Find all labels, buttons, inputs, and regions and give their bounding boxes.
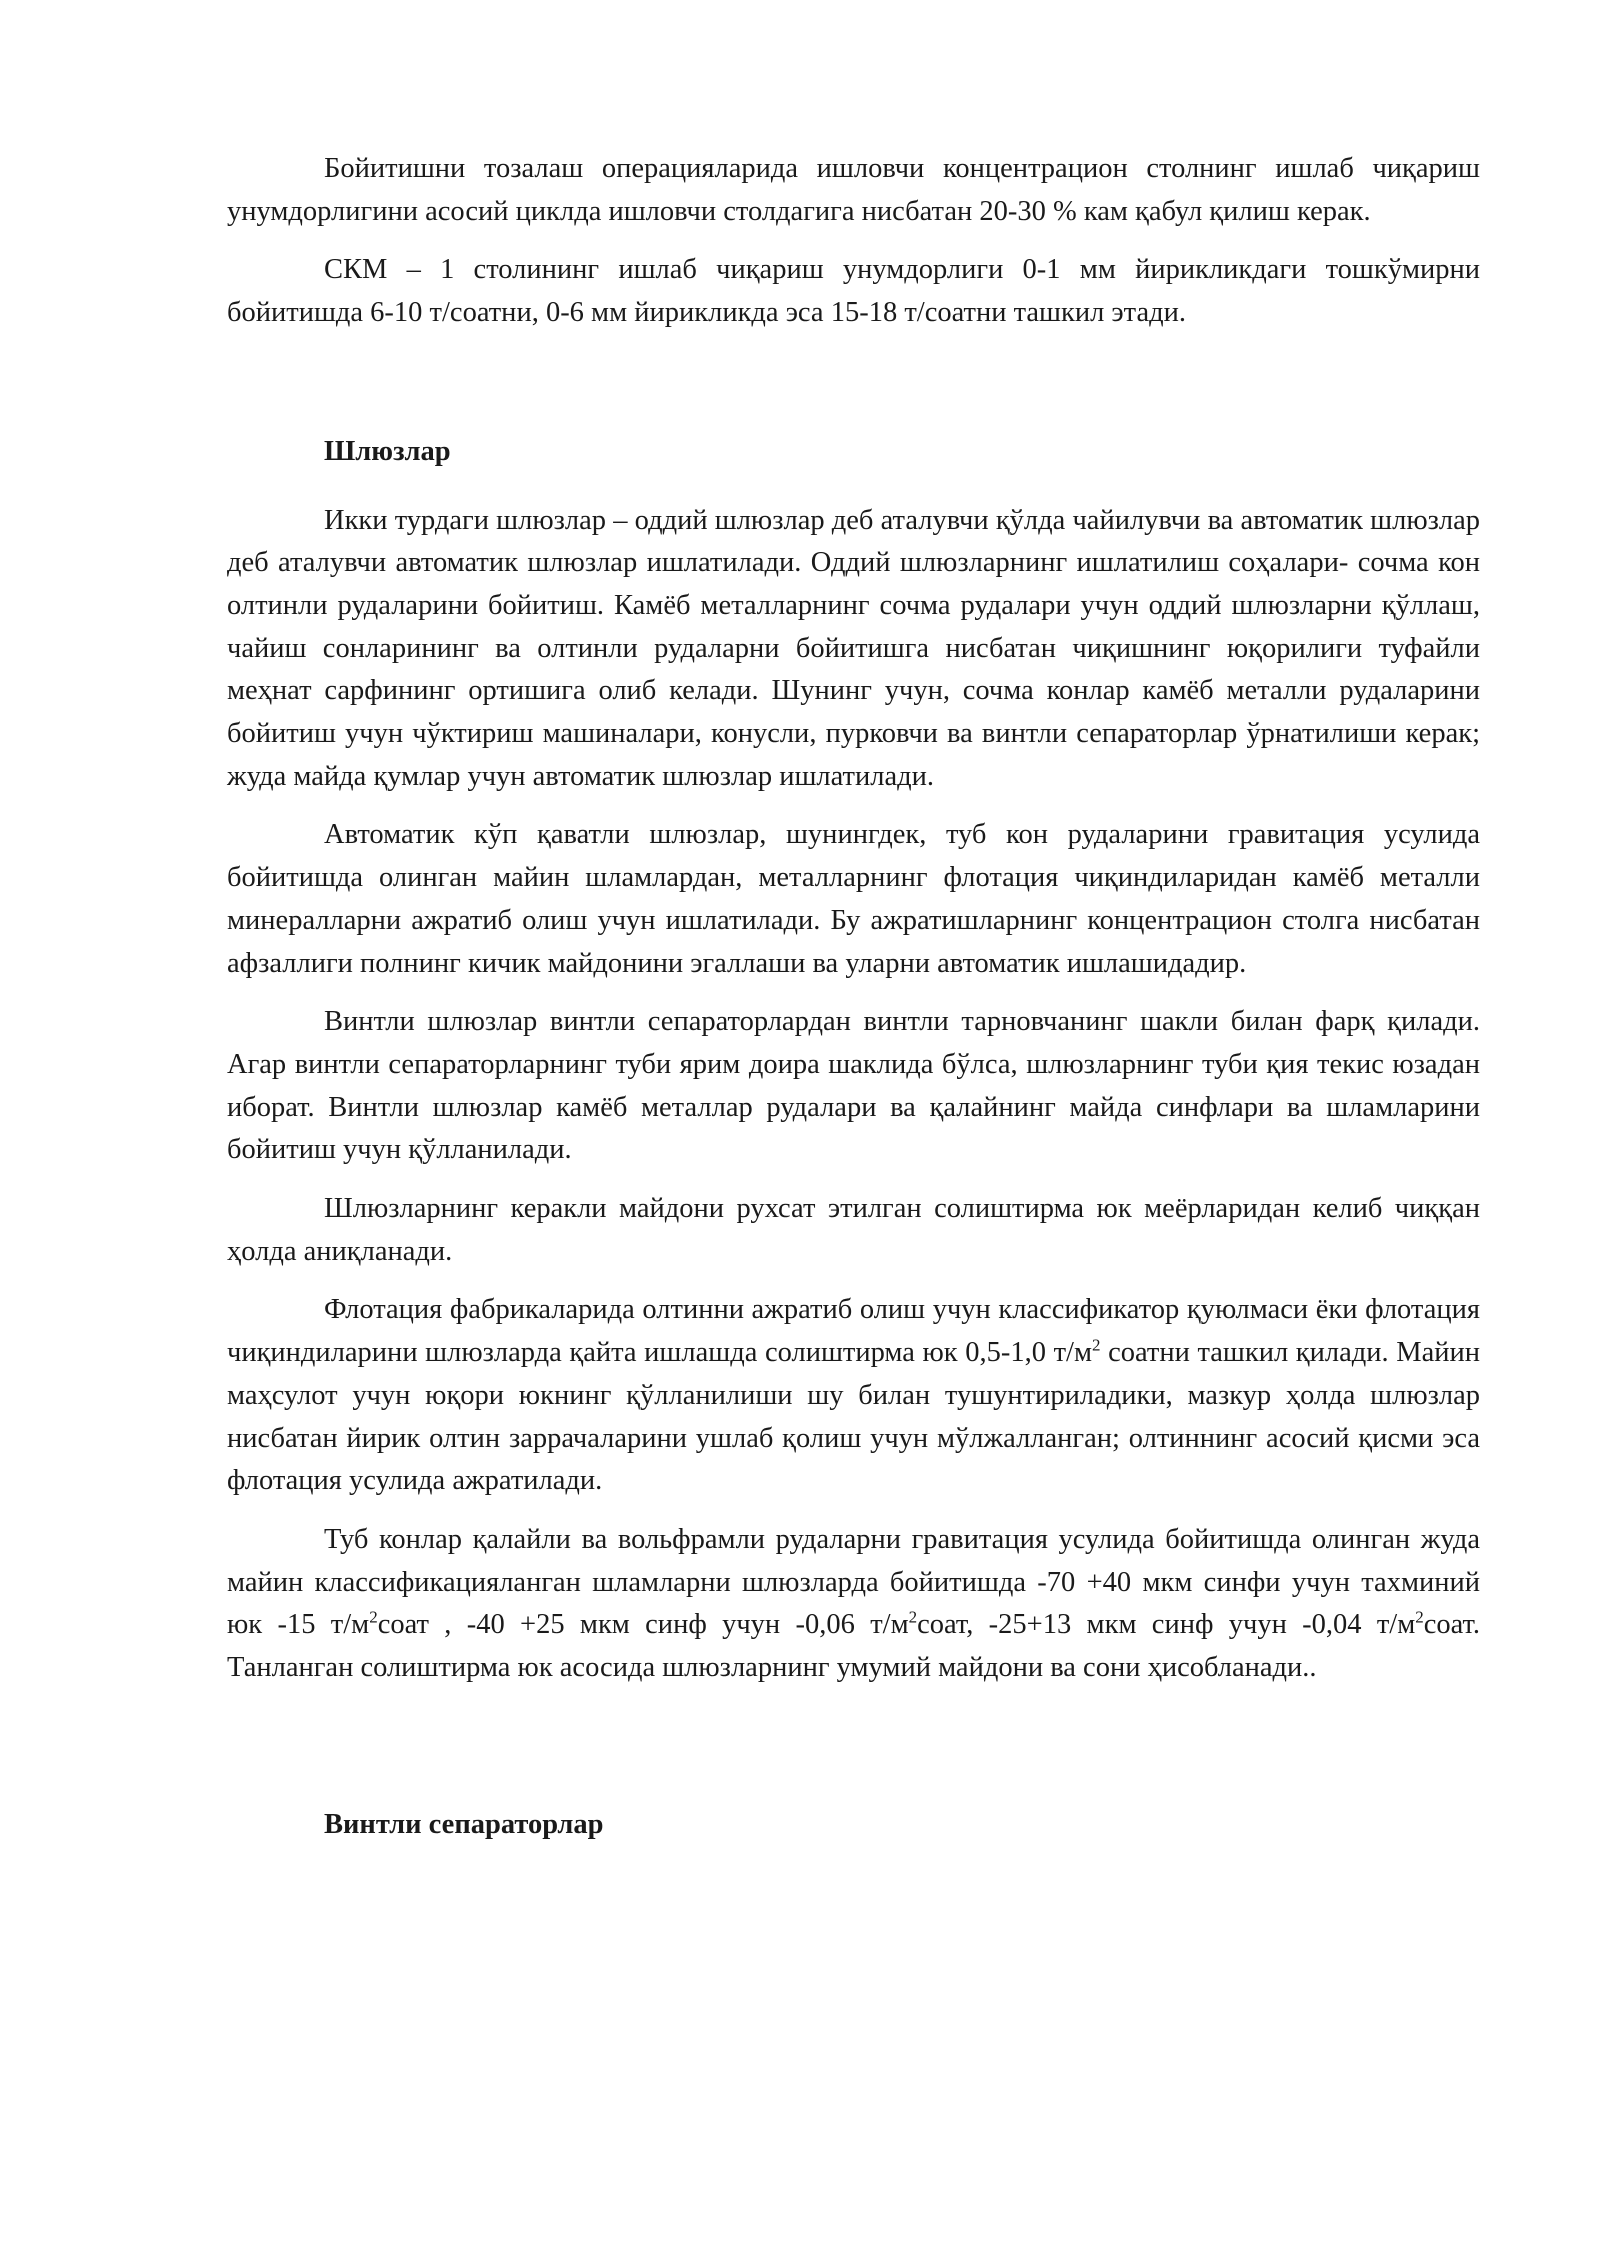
paragraph-flotation-plants xyxy=(227,1289,1480,1503)
text-segment: Туб конлар қалайли ва вольфрамли рудаларни гравитация усулида бойитишда олинган жуда майин классификацияланган шламларни шлюзларда бойитишда -70 +40 мкм синфи учун тахминий юк -15 т/м xyxy=(227,1523,1480,1641)
superscript: 2 xyxy=(908,1607,918,1627)
section-heading-screw-separators: Винтли сепараторлар xyxy=(324,1808,604,1840)
paragraph-skm-table-capacity: СКМ – 1 столининг ишлаб чиқариш унумдорлиги 0-1 мм йирикликдаги тошкўмирни бойитишда 6-10 т/соатни, 0-6 мм йирикликда эса 15-18 т/соатни ташкил этади. xyxy=(227,254,1480,329)
superscript: 2 xyxy=(1092,1335,1101,1355)
section-heading-sluices: Шлюзлар xyxy=(324,435,451,467)
paragraph-cleaning-operations: Бойитишни тозалаш операцияларида ишловчи концентрацион столнинг ишлаб чиқариш унумдорлигини асосий циклда ишловчи столдагига нисбатан 20-30 % кам қабул қилиш керак. xyxy=(227,153,1480,227)
paragraph-automatic-sluices: Автоматик кўп қаватли шлюзлар, шунингдек, туб кон рудаларини гравитация усулида бойитишда олинган майин шламлардан, металларнинг флотация чиқиндиларидан камёб металли минералларни ажратиб олиш учун ишлатилади. Бу ажратишларнинг концентрацион столга нисбатан афзаллиги полнинг кичик майдонини эгаллаши ва уларни автоматик ишлашидадир. xyxy=(227,819,1480,979)
text-segment: соатни ташкил қилади. Майин маҳсулот учун юқори юкнинг қўлланилиши шу билан тушунтириладики, мазкур ҳолда шлюзлар нисбатан йирик олтин заррачаларини ушлаб қолиш учун мўлжалланган; олтиннинг асосий қисми эса флотация усулида ажратилади. xyxy=(227,1337,1480,1497)
text-segment: соат , -40 +25 мкм синф учун -0,06 т/м xyxy=(377,1609,909,1641)
text-segment: Флотация фабрикаларида олтинни ажратиб олиш учун классификатор қуюлмаси ёки флотация чиқиндиларини шлюзларда қайта ишлашда солиштирма юк 0,5-1,0 т/м xyxy=(227,1294,1480,1369)
superscript: 2 xyxy=(369,1607,378,1627)
paragraph-screw-sluices: Винтли шлюзлар винтли сепараторлардан винтли тарновчанинг шакли билан фарқ қилади. Агар винтли сепараторларнинг туби ярим доира шаклида бўлса, шлюзларнинг туби қия текис юзадан иборат. Винтли шлюзлар камёб металлар рудалари ва қалайнинг майда синфлари ва шламларини бойитиш учун қўлланилади. xyxy=(227,1006,1480,1166)
text-segment: соат, -25+13 мкм синф учун -0,04 т/м xyxy=(917,1609,1416,1641)
paragraph-sluice-types: Икки турдаги шлюзлар – оддий шлюзлар деб аталувчи қўлда чайилувчи ва автоматик шлюзлар деб аталувчи автоматик шлюзлар ишлатилади. Оддий шлюзларнинг ишлатилиш соҳалари- сочма кон олтинли рудаларини бойитиш. Камёб металларнинг сочма рудалари учун оддий шлюзларни қўллаш, чайиш сонларининг ва олтинли рудаларни бойитишга нисбатан чиқишнинг юқорилиги туфайли меҳнат сарфининг ортишига олиб келади. Шунинг учун, сочма конлар камёб металли рудаларини бойитиш учун чўктириш машиналари, конусли, пурковчи ва винтли сепараторлар ўрнатилиши керак; жуда майда қумлар учун автоматик шлюзлар ишлатилади. xyxy=(227,504,1480,792)
paragraph-primary-deposits xyxy=(227,1519,1480,1690)
document-body xyxy=(227,148,1480,1847)
paragraph-sluice-area: Шлюзларнинг керакли майдони рухсат этилган солиштирма юк меёрларидан келиб чиққан ҳолда аниқланади. xyxy=(227,1193,1480,1267)
superscript: 2 xyxy=(1415,1607,1424,1627)
text-segment: соат. Танланган солиштирма юк асосида шлюзларнинг умумий майдони ва сони ҳисобланади.. xyxy=(227,1609,1480,1684)
